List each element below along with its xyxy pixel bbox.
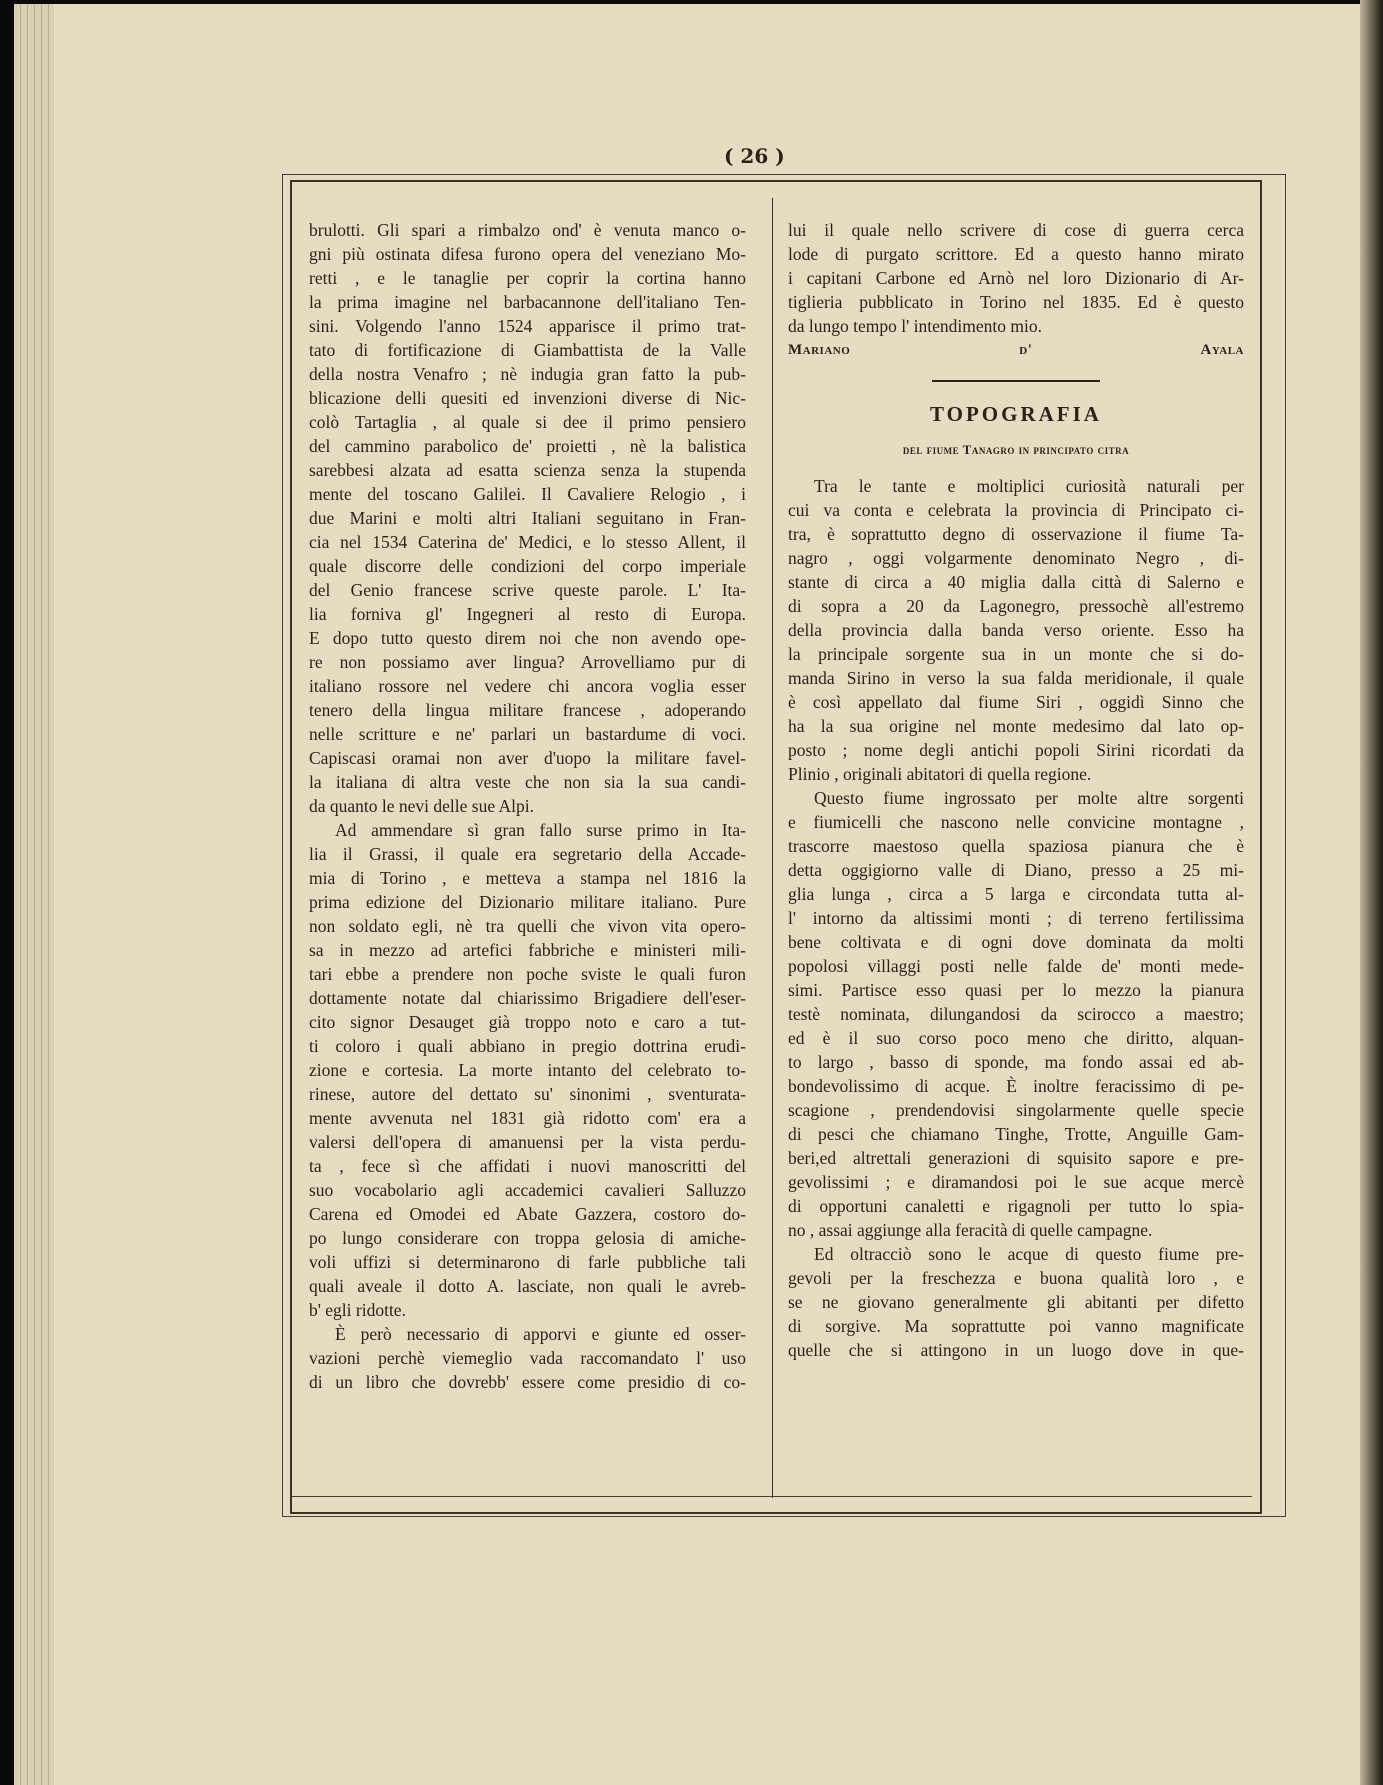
section-subtitle: del fiume Tanagro in principato citra <box>902 442 1130 457</box>
text-line: ta , fece sì che affidati i nuovi manoscritti del <box>309 1156 746 1176</box>
text-line: zione e cortesia. La morte intanto del celebrato to- <box>309 1060 746 1080</box>
text-line: ti coloro i quali abbiano in pregio dottrina erudi- <box>309 1036 746 1056</box>
text-line: di sorgive. Ma soprattutte poi vanno magnificate <box>788 1316 1244 1336</box>
text-line: tiglieria pubblicato in Torino nel 1835. Ed è questo <box>788 292 1244 312</box>
text-line: da quanto le nevi delle sue Alpi. <box>309 796 535 816</box>
text-line: nagro , oggi volgarmente denominato Negro , di- <box>788 548 1244 568</box>
text-line: la italiana di altra veste che non sia la sua candi- <box>309 772 746 792</box>
text-line: to largo , basso di sponde, ma fondo assai ed ab- <box>788 1052 1244 1072</box>
text-line: suo vocabolario agli accademici cavalieri Salluzzo <box>309 1180 746 1200</box>
text-line: popolosi villaggi posti nelle falde de' monti mede- <box>788 956 1244 976</box>
right-column <box>788 218 1244 1362</box>
text-line: scagione , prendendovisi singolarmente quelle specie <box>788 1100 1244 1120</box>
text-line: cui va conta e celebrata la provincia di Principato ci- <box>788 500 1244 520</box>
book-spine-shadow <box>1360 0 1383 1785</box>
text-line: e fiumicelli che nascono nelle convicine montagne , <box>788 812 1244 832</box>
text-line: due Marini e molti altri Italiani seguitano in Fran- <box>309 508 746 528</box>
text-line: stante di circa a 40 miglia dalla città di Salerno e <box>788 572 1244 592</box>
right-column-body <box>788 474 1244 1362</box>
text-line: gevolissimi ; e diramandosi poi le sue acque mercè <box>788 1172 1244 1192</box>
text-line: tenero della lingua militare francese , adoperando <box>309 700 746 720</box>
text-line: mente avvenuta nel 1831 già ridotto com' era a <box>309 1108 746 1128</box>
text-line: di un libro che dovrebb' essere come presidio di co- <box>309 1372 746 1392</box>
text-line: tato di fortificazione di Giambattista de la Valle <box>309 340 746 360</box>
text-line: Ad ammendare sì gran fallo surse primo in Ita- <box>335 820 746 840</box>
text-line: l' intorno da altissimi monti ; di terreno fertilissima <box>788 908 1244 928</box>
text-line: di opportuni canaletti e rigagnoli per tutto lo spia- <box>788 1196 1244 1216</box>
text-line: Carena ed Omodei ed Abate Gazzera, costoro do- <box>309 1204 746 1224</box>
text-line: i capitani Carbone ed Arnò nel loro Dizionario di Ar- <box>788 268 1244 288</box>
text-line: brulotti. Gli spari a rimbalzo ond' è venuta manco o- <box>309 220 746 240</box>
text-line: quale discorre delle condizioni del corpo imperiale <box>309 556 746 576</box>
text-line: retti , e le tanaglie per coprir la cortina hanno <box>309 268 746 288</box>
section-divider <box>932 380 1100 382</box>
text-line: posto ; nome degli antichi popoli Sirini ricordati da <box>788 740 1244 760</box>
text-line: quali aveale il dotto A. lasciate, non quali le avreb- <box>309 1276 746 1296</box>
text-line: trascorre maestoso quella spaziosa pianura che è <box>788 836 1244 856</box>
text-line: da lungo tempo l' intendimento mio. <box>788 316 1042 336</box>
text-line: Questo fiume ingrossato per molte altre sorgenti <box>814 788 1244 808</box>
text-line: italiano rossore nel vedere chi ancora voglia esser <box>309 676 746 696</box>
text-line: bondevolissimo di acque. È inoltre feracissimo di pe- <box>788 1076 1244 1096</box>
text-line: la prima imagine nel barbacannone dell'italiano Ten- <box>309 292 746 312</box>
text-line: del cammino parabolico de' proietti , nè la balistica <box>309 436 746 456</box>
text-line: quelle che si attingono in un luogo dove in que- <box>788 1340 1244 1360</box>
text-line: nelle scritture e ne' parlari un bastardume di voci. <box>309 724 746 744</box>
text-line: gevoli per la freschezza e buona qualità loro , e <box>788 1268 1244 1288</box>
text-line: è così appellato dal fiume Siri , oggidì Sinno che <box>788 692 1244 712</box>
text-line: po lungo considerare con troppa gelosia di amiche- <box>309 1228 746 1248</box>
text-line: prima edizione del Dizionario militare italiano. Pure <box>309 892 746 912</box>
text-line: lode di purgato scrittore. Ed a questo hanno mirato <box>788 244 1244 264</box>
text-line: simi. Partisce esso quasi per lo mezzo la pianura <box>788 980 1244 1000</box>
text-line: se ne giovano generalmente gli abitanti per difetto <box>788 1292 1244 1312</box>
text-line: colò Tartaglia , al quale si dee il primo pensiero <box>309 412 746 432</box>
text-line: della provincia dalla banda verso oriente. Esso ha <box>788 620 1244 640</box>
bottom-rule <box>290 1496 1252 1497</box>
text-line: sini. Volgendo l'anno 1524 apparisce il primo trat- <box>309 316 746 336</box>
text-line: È però necessario di apporvi e giunte ed osser- <box>335 1324 746 1344</box>
text-line: testè nominata, dilungandosi da scirocco a maestro; <box>788 1004 1244 1024</box>
text-line: lia il Grassi, il quale era segretario della Accade- <box>309 844 746 864</box>
text-line: ed è il suo corso poco meno che diritto, alquan- <box>788 1028 1244 1048</box>
text-line: lia forniva gl' Ingegneri al resto di Europa. <box>309 604 746 624</box>
right-column-top <box>788 218 1244 338</box>
signature: Mariano d' Ayala <box>788 342 1244 358</box>
text-line: voli uffizi si determinarono di farle pubbliche tali <box>309 1252 746 1272</box>
text-line: cia nel 1534 Caterina de' Medici, e lo stesso Allent, il <box>309 532 746 552</box>
text-line: no , assai aggiunge alla feracità di quelle campagne. <box>788 1220 1153 1240</box>
column-divider <box>772 198 773 1498</box>
text-line: manda Sirino in verso la sua falda meridionale, il quale <box>788 668 1244 688</box>
text-line: rinese, autore del dettato su' sinonimi , sventurata- <box>309 1084 746 1104</box>
text-line: E dopo tutto questo direm noi che non avendo ope- <box>309 628 746 648</box>
text-line: Capiscasi oramai non aver d'uopo la militare favel- <box>309 748 746 768</box>
text-line: di sopra a 20 da Lagonegro, pressochè all'estremo <box>788 596 1244 616</box>
text-line: detta oggigiorno valle di Diano, presso a 25 mi- <box>788 860 1244 880</box>
text-line: della nostra Venafro ; nè indugia gran fatto la pub- <box>309 364 746 384</box>
text-line: blicazione delli quesiti ed invenzioni diverse di Nic- <box>309 388 746 408</box>
left-column <box>309 218 746 1394</box>
text-line: dottamente notate dal chiarissimo Brigadiere dell'eser- <box>309 988 746 1008</box>
text-line: lui il quale nello scrivere di cose di guerra cerca <box>788 220 1244 240</box>
text-line: re non possiamo aver lingua? Arrovelliamo pur di <box>309 652 746 672</box>
text-line: di pesci che chiamano Tinghe, Trotte, Anguille Gam- <box>788 1124 1244 1144</box>
text-line: beri,ed altrettali generazioni di squisito sapore e pre- <box>788 1148 1244 1168</box>
text-line: glia lunga , circa a 5 larga e circondata tutta al- <box>788 884 1244 904</box>
text-line: ha la sua origine nel monte medesimo dal lato op- <box>788 716 1244 736</box>
text-line: vazioni perchè viemeglio vada raccomandato l' uso <box>309 1348 746 1368</box>
text-line: non soldato egli, nè tra quelli che vivon vita opero- <box>309 916 746 936</box>
text-line: valersi dell'opera di amanuensi per la vista perdu- <box>309 1132 746 1152</box>
text-line: bene coltivata e di ogni dove dominata da molti <box>788 932 1244 952</box>
text-line: gni più ostinata difesa furono opera del veneziano Mo- <box>309 244 746 264</box>
text-line: mente del toscano Galilei. Il Cavaliere Relogio , i <box>309 484 746 504</box>
text-line: tari ebbe a prendere non poche sviste le quali furon <box>309 964 746 984</box>
text-line: sarebbesi alzata ad esatta scienza senza la stupenda <box>309 460 746 480</box>
text-line: Tra le tante e moltiplici curiosità naturali per <box>814 476 1244 496</box>
text-line: mia di Torino , e metteva a stampa nel 1816 la <box>309 868 746 888</box>
text-line: Ed oltracciò sono le acque di questo fiume pre- <box>814 1244 1244 1264</box>
text-line: b' egli ridotte. <box>309 1300 406 1320</box>
section-title: TOPOGRAFIA <box>930 402 1102 426</box>
text-line: sa in mezzo ad artefici fabbriche e ministeri mili- <box>309 940 746 960</box>
text-line: cito signor Desauget già troppo noto e caro a tut- <box>309 1012 746 1032</box>
page-stack-edge <box>14 4 54 1785</box>
page-number: ( 26 ) <box>724 144 785 168</box>
text-line: la principale sorgente sua in un monte che si do- <box>788 644 1244 664</box>
text-line: Plinio , originali abitatori di quella regione. <box>788 764 1092 784</box>
text-line: tra, è soprattutto degno di osservazione il fiume Ta- <box>788 524 1244 544</box>
text-line: del Genio francese scrive queste parole. L' Ita- <box>309 580 746 600</box>
